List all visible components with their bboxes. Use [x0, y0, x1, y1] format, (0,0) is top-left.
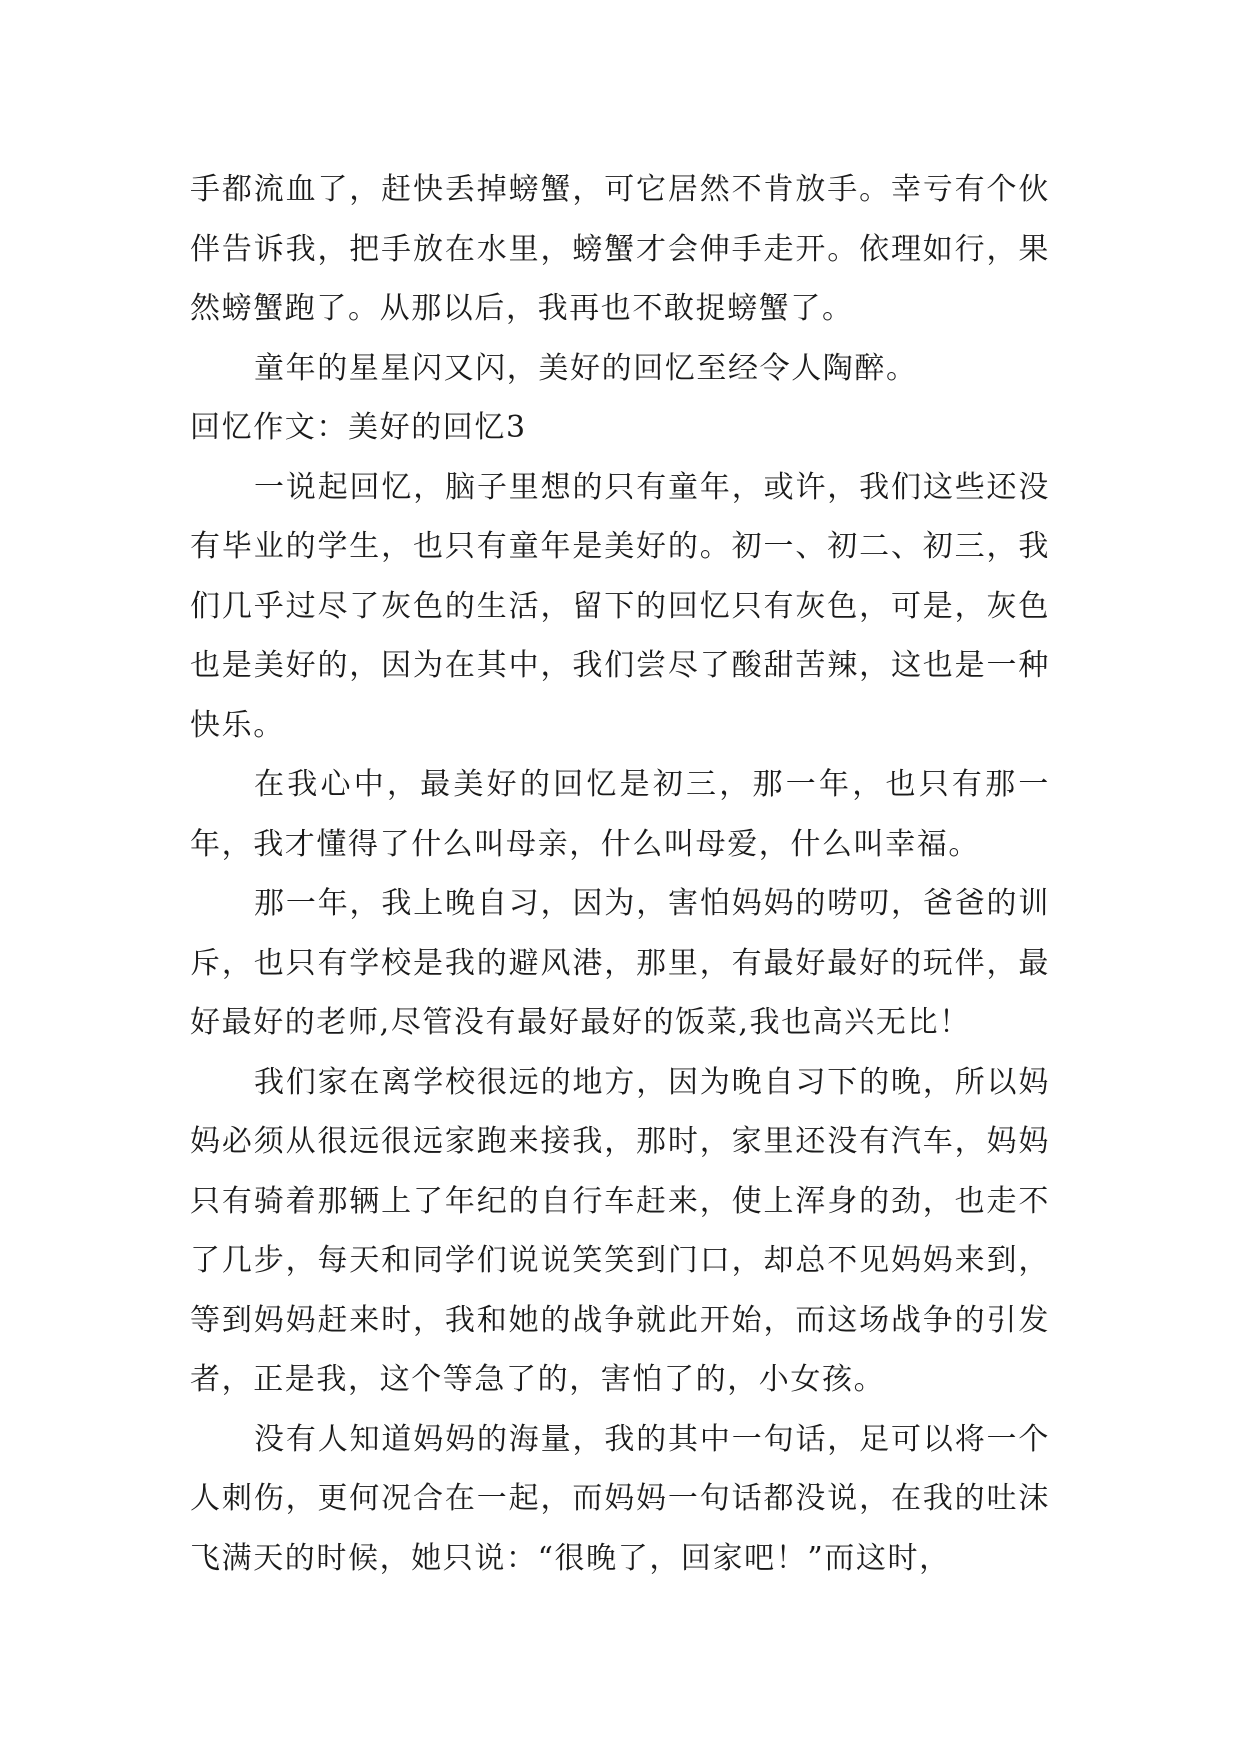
paragraph: 那一年，我上晚自习，因为，害怕妈妈的唠叨，爸爸的训斥，也只有学校是我的避风港，那里，有最好最好的玩伴，最好最好的老师,尽管没有最好最好的饭菜,我也高兴无比！: [190, 886, 1050, 1040]
paragraph: 童年的星星闪又闪，美好的回忆至经令人陶醉。: [254, 350, 918, 386]
paragraph: 一说起回忆，脑子里想的只有童年，或许，我们这些还没有毕业的学生，也只有童年是美好的。初一、初二、初三，我们几乎过尽了灰色的生活，留下的回忆只有灰色，可是，灰色也是美好的，因为在其中，我们尝尽了酸甜苦辣，这也是一种快乐。: [190, 469, 1050, 743]
paragraph: 我们家在离学校很远的地方，因为晚自习下的晚，所以妈妈必须从很远很远家跑来接我，那时，家里还没有汽车，妈妈只有骑着那辆上了年纪的自行车赶来，使上浑身的劲，也走不了几步，每天和同学们说说笑笑到门口，却总不见妈妈来到，等到妈妈赶来时，我和她的战争就此开始，而这场战争的引发者，正是我，这个等急了的，害怕了的，小女孩。: [190, 1064, 1050, 1397]
paragraph: 在我心中，最美好的回忆是初三，那一年，也只有那一年，我才懂得了什么叫母亲，什么叫母爱，什么叫幸福。: [190, 767, 1050, 862]
section-title: 回忆作文：美好的回忆3: [190, 410, 527, 445]
document-body: [190, 160, 1050, 1588]
paragraph: 没有人知道妈妈的海量，我的其中一句话，足可以将一个人刺伤，更何况合在一起，而妈妈一句话都没说，在我的吐沫飞满天的时候，她只说：“很晚了，回家吧！”而这时，: [190, 1421, 1050, 1576]
paragraph: 手都流血了，赶快丢掉螃蟹，可它居然不肯放手。幸亏有个伙伴告诉我，把手放在水里，螃蟹才会伸手走开。依理如行，果然螃蟹跑了。从那以后，我再也不敢捉螃蟹了。: [190, 172, 1050, 326]
